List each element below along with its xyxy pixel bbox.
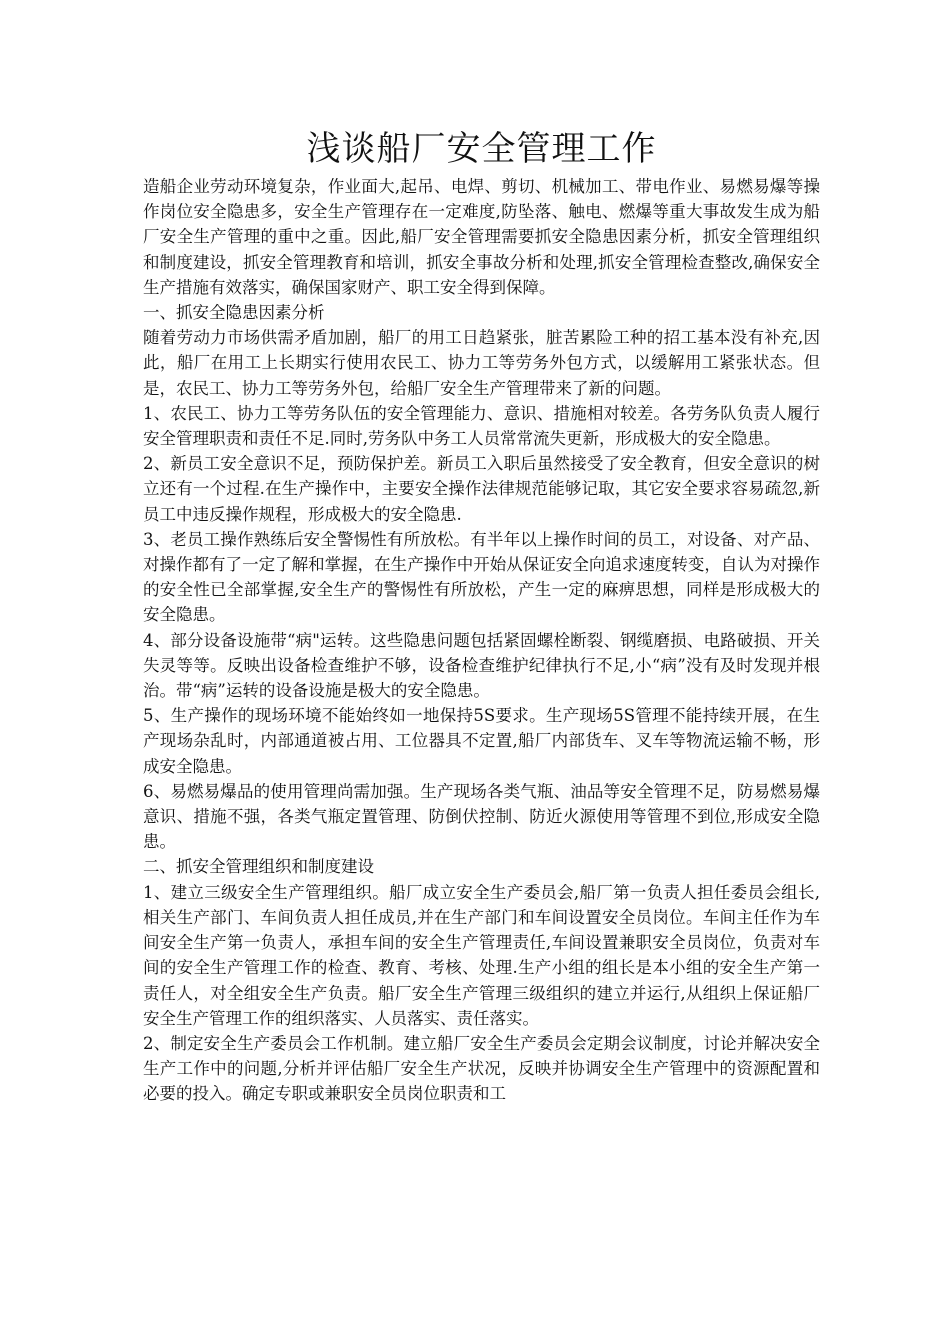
section-1-intro-paragraph: 随着劳动力市场供需矛盾加剧，船厂的用工日趋紧张，脏苦累险工种的招工基本没有补充,因此，船厂在用工上长期实行使用农民工、协力工等劳务外包方式，以缓解用工紧张状态。但是，农民工、协力工等劳务外包，给船厂安全生产管理带来了新的问题。 [143,328,820,398]
section-1-item-3: 3、老员工操作熟练后安全警惕性有所放松。有半年以上操作时间的员工，对设备、对产品、对操作都有了一定了解和掌握，在生产操作中开始从保证安全向追求速度转变，自认为对操作的安全性已全部掌握,安全生产的警惕性有所放松，产生一定的麻痹思想，同样是形成极大的安全隐患。 [143,529,820,625]
intro-paragraph: 造船企业劳动环境复杂，作业面大,起吊、电焊、剪切、机械加工、带电作业、易燃易爆等操作岗位安全隐患多，安全生产管理存在一定难度,防坠落、触电、燃爆等重大事故发生成为船厂安全生产管理的重中之重。因此,船厂安全管理需要抓安全隐患因素分析，抓安全管理组织和制度建设，抓安全管理教育和培训，抓安全事故分析和处理,抓安全管理检查整改,确保安全生产措施有效落实，确保国家财产、职工安全得到保障。 [143,177,820,297]
document-title: 浅谈船厂安全管理工作 [306,129,657,169]
section-heading-2: 二、抓安全管理组织和制度建设 [143,857,374,877]
section-1-item-1: 1、农民工、协力工等劳务队伍的安全管理能力、意识、措施相对较差。各劳务队负责人履行安全管理职责和责任不足.同时,劳务队中务工人员常常流失更新，形成极大的安全隐患。 [143,403,820,449]
document-body [143,174,820,1107]
section-heading-1: 一、抓安全隐患因素分析 [143,303,325,323]
section-1-item-6: 6、易燃易爆品的使用管理尚需加强。生产现场各类气瓶、油品等安全管理不足，防易燃易爆意识、措施不强，各类气瓶定置管理、防倒伏控制、防近火源使用等管理不到位,形成安全隐患。 [143,781,820,852]
section-2-item-2: 2、制定安全生产委员会工作机制。建立船厂安全生产委员会定期会议制度，讨论并解决安全生产工作中的问题,分析并评估船厂安全生产状况，反映并协调安全生产管理中的资源配置和必要的投入。确定专职或兼职安全员岗位职责和工 [143,1033,820,1104]
section-1-item-2: 2、新员工安全意识不足，预防保护差。新员工入职后虽然接受了安全教育，但安全意识的树立还有一个过程.在生产操作中，主要安全操作法律规范能够记取，其它安全要求容易疏忽,新员工中违反操作规程，形成极大的安全隐患. [143,454,820,524]
section-1-item-5: 5、生产操作的现场环境不能始终如一地保持5S要求。生产现场5S管理不能持续开展，在生产现场杂乱时，内部通道被占用、工位器具不定置,船厂内部货车、叉车等物流运输不畅，形成安全隐患。 [143,706,820,776]
section-2-item-1: 1、建立三级安全生产管理组织。船厂成立安全生产委员会,船厂第一负责人担任委员会组长,相关生产部门、车间负责人担任成员,并在生产部门和车间设置安全员岗位。车间主任作为车间安全生产第一负责人，承担车间的安全生产管理责任,车间设置兼职安全员岗位，负责对车间的安全生产管理工作的检查、教育、考核、处理.生产小组的组长是本小组的安全生产第一责任人，对全组安全生产负责。船厂安全生产管理三级组织的建立并运行,从组织上保证船厂安全生产管理工作的组织落实、人员落实、责任落实。 [143,882,820,1028]
section-1-item-4: 4、部分设备设施带“病"运转。这些隐患问题包括紧固螺栓断裂、钢缆磨损、电路破损、开关失灵等等。反映出设备检查维护不够，设备检查维护纪律执行不足,小“病”没有及时发现并根治。带“病”运转的设备设施是极大的安全隐患。 [143,630,820,701]
